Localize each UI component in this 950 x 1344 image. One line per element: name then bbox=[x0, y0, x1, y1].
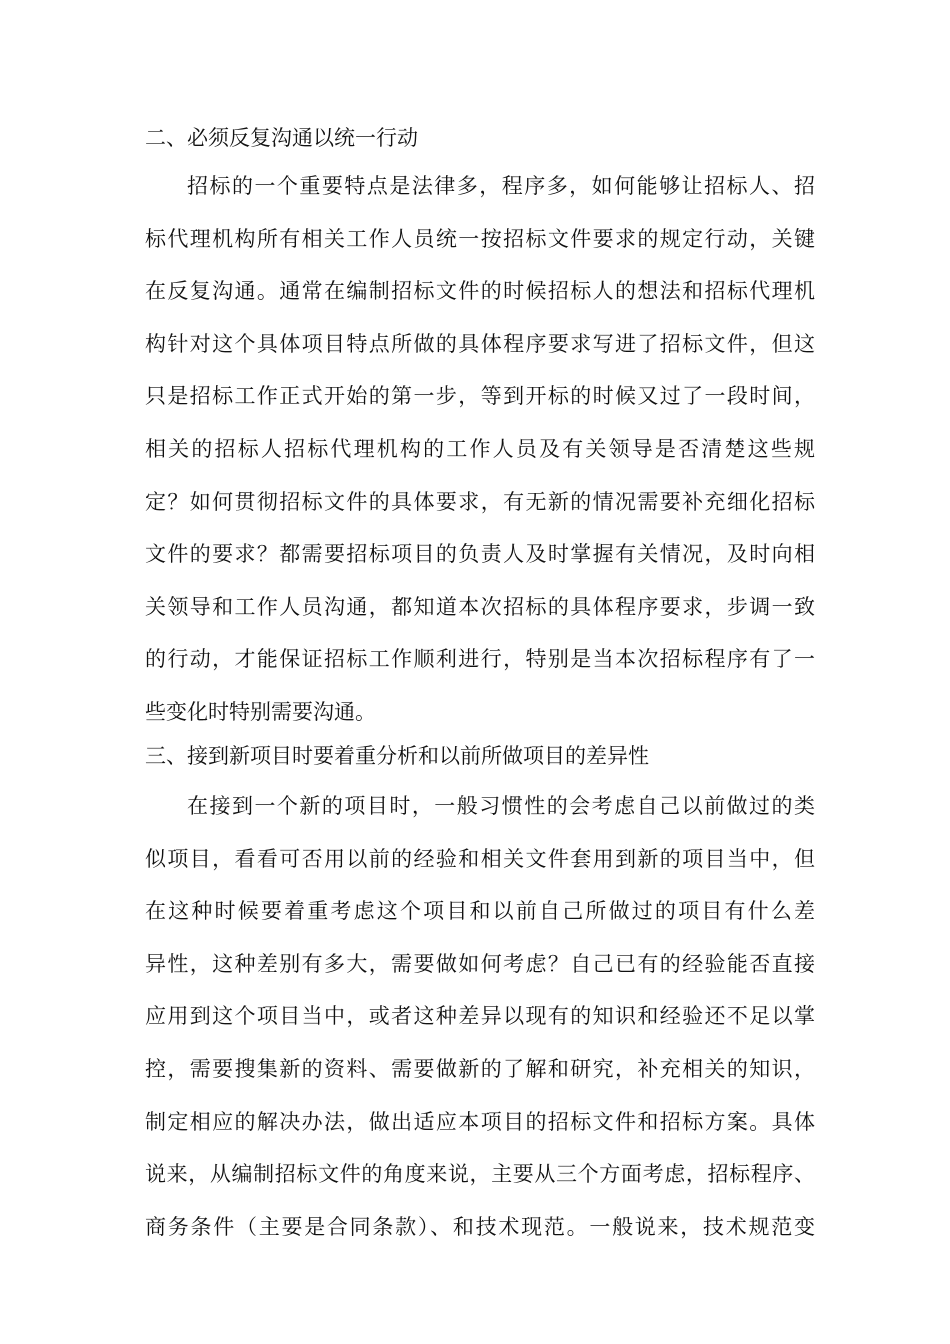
paragraph-line: 构针对这个具体项目特点所做的具体程序要求写进了招标文件，但这 bbox=[145, 331, 815, 356]
paragraph-line: 些变化时特别需要沟通。 bbox=[145, 699, 376, 724]
paragraph-line: 控，需要搜集新的资料、需要做新的了解和研究，补充相关的知识， bbox=[145, 1056, 815, 1081]
paragraph-line: 说来，从编制招标文件的角度来说，主要从三个方面考虑，招标程序、 bbox=[145, 1162, 815, 1187]
paragraph-line: 标代理机构所有相关工作人员统一按招标文件要求的规定行动，关键 bbox=[145, 226, 815, 251]
paragraph-line: 定？如何贯彻招标文件的具体要求，有无新的情况需要补充细化招标 bbox=[145, 489, 815, 514]
paragraph-line: 在这种时候要着重考虑这个项目和以前自己所做过的项目有什么差 bbox=[145, 899, 815, 924]
paragraph-line: 似项目，看看可否用以前的经验和相关文件套用到新的项目当中，但 bbox=[145, 846, 815, 871]
section-3-paragraph bbox=[145, 792, 815, 1265]
paragraph-line: 招标的一个重要特点是法律多，程序多，如何能够让招标人、招 bbox=[187, 174, 815, 198]
section-3-heading: 三、接到新项目时要着重分析和以前所做项目的差异性 bbox=[145, 744, 649, 768]
paragraph-line: 只是招标工作正式开始的第一步，等到开标的时候又过了一段时间， bbox=[145, 384, 815, 409]
paragraph-line: 在反复沟通。通常在编制招标文件的时候招标人的想法和招标代理机 bbox=[145, 279, 815, 304]
paragraph-line: 关领导和工作人员沟通，都知道本次招标的具体程序要求，步调一致 bbox=[145, 594, 815, 619]
paragraph-line: 在接到一个新的项目时，一般习惯性的会考虑自己以前做过的类 bbox=[187, 794, 815, 818]
paragraph-line: 的行动，才能保证招标工作顺利进行，特别是当本次招标程序有了一 bbox=[145, 647, 815, 672]
paragraph-line: 相关的招标人招标代理机构的工作人员及有关领导是否清楚这些规 bbox=[145, 436, 815, 461]
paragraph-line: 文件的要求？都需要招标项目的负责人及时掌握有关情况，及时向相 bbox=[145, 542, 815, 567]
paragraph-line: 制定相应的解决办法，做出适应本项目的招标文件和招标方案。具体 bbox=[145, 1109, 815, 1134]
paragraph-line: 异性，这种差别有多大，需要做如何考虑？自己已有的经验能否直接 bbox=[145, 951, 815, 976]
paragraph-line: 商务条件（主要是合同条款）、和技术现范。一般说来，技术规范变 bbox=[145, 1214, 815, 1239]
paragraph-line: 应用到这个项目当中，或者这种差异以现有的知识和经验还不足以掌 bbox=[145, 1004, 815, 1029]
section-2-paragraph bbox=[145, 172, 815, 751]
section-2-heading: 二、必须反复沟通以统一行动 bbox=[145, 126, 418, 150]
